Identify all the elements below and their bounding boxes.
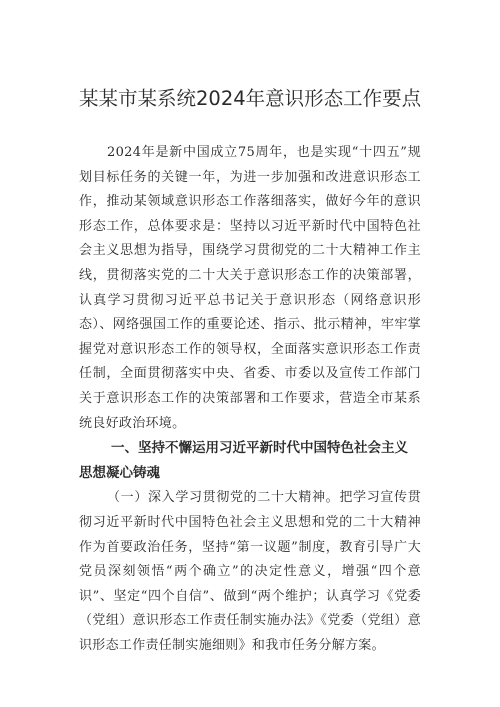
- section-1-heading: 一、坚持不懈运用习近平新时代中国特色社会主义思想凝心铸魂: [79, 440, 408, 481]
- section-1-subsection-1: （一）深入学习贯彻党的二十大精神。把学习宣传贯彻习近平新时代中国特色社会主义思想和党的二十大精神作为首要政治任务，坚持“第一议题”制度，教育引导广大党员深刻领悟“两个确立”的决定性意义，增强“四个意识”、坚定“四个自信”、做到“两个维护；认真学习《党委（党组）意识形态工作责任制实施办法》《党委（党组）意识形态工作责任制实施细则》和我市任务分解方案。: [79, 490, 421, 653]
- document-title: 某某市某系统2024年意识形态工作要点: [79, 87, 422, 110]
- intro-paragraph: 2024年是新中国成立75周年，也是实现“十四五”规划目标任务的关键一年，为进一步加强和改进意识形态工作，推动某领域意识形态工作落细落实，做好今年的意识形态工作，总体要求是：坚持以习近平新时代中国特色社会主义思想为指导，围绕学习贯彻党的二十大精神工作主线，贯彻落实党的二十大关于意识形态工作的决策部署，认真学习贯彻习近平总书记关于意识形态（网络意识形态）、网络强国工作的重要论述、指示、批示精神，牢牢掌握党对意识形态工作的领导权，全面落实意识形态工作责任制，全面贯彻落实中央、省委、市委以及宣传工作部门关于意识形态工作的决策部署和工作要求，营造全市某系统良好政治环境。: [79, 145, 421, 431]
